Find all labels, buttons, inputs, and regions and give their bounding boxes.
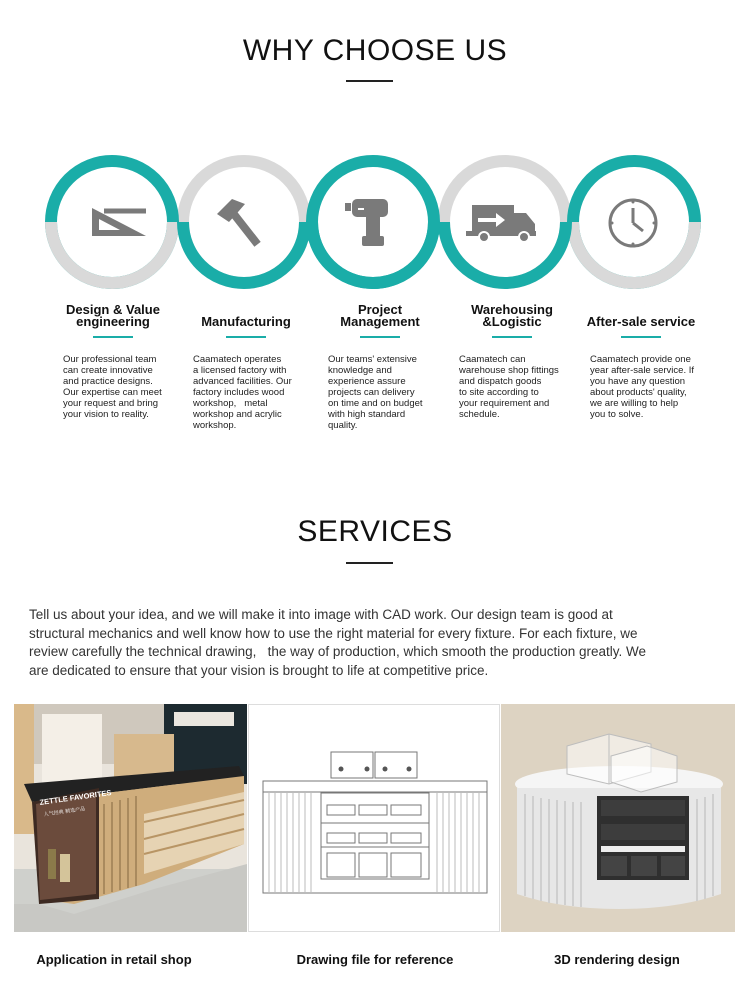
hammer-icon (217, 199, 261, 247)
3d-rendering-image (501, 704, 735, 932)
feature-title-line: engineering (76, 314, 150, 329)
photo-caption-rendering: 3D rendering design (554, 952, 680, 967)
ruler-triangle-icon (92, 208, 146, 236)
photo-caption-retail: Application in retail shop (36, 952, 192, 967)
feature-underline (226, 336, 266, 338)
title-underline (346, 562, 393, 564)
feature-underline (621, 336, 661, 338)
feature-title-line: &Logistic (482, 314, 542, 329)
feature-title-line: Design & Value (66, 302, 160, 317)
feature-description: Our teams' extensive knowledge and experience assure projects can delivery on time and on budget with high standard quality. (328, 354, 423, 431)
cad-drawing-image (248, 704, 500, 932)
drill-icon (345, 199, 388, 246)
retail-shop-photo (14, 704, 247, 932)
feature-description: Caamatech provide one year after-sale service. If you have any question about products' quality, we are willing to help you to solve. (590, 354, 695, 420)
feature-underline (93, 336, 133, 338)
delivery-truck-icon (466, 205, 536, 242)
feature-description: Caamatech can warehouse shop fittings and dispatch goods to site according to your requirement and schedule. (459, 354, 559, 420)
clock-icon (610, 200, 656, 246)
feature-description: Our professional team can create innovative and practice designs. Our expertise can meet your request and bring your vision to reality. (63, 354, 162, 420)
process-circles (0, 140, 750, 310)
feature-underline (360, 336, 400, 338)
feature-title-line: After-sale service (586, 314, 696, 329)
services-title: SERVICES (297, 515, 453, 548)
feature-underline (492, 336, 532, 338)
why-choose-us-title: WHY CHOOSE US (242, 34, 508, 67)
photo-caption-drawing: Drawing file for reference (296, 952, 454, 967)
feature-description: Caamatech operates a licensed factory with advanced facilities. Our factory includes wood workshop, metal workshop and acrylic workshop. (193, 354, 292, 431)
services-description: Tell us about your idea, and we will make it into image with CAD work. Our design team is good at structural mechanics and well know how to use the right material for every fixture. For each fixture, we review carefully the technical drawing, the way of production, which smooth the production greatly. We are dedicated to ensure that your vision is brought to life at competitive price. (29, 607, 647, 678)
ring-after-sale-lower-arc (573, 222, 695, 283)
feature-title-line: Manufacturing (201, 314, 291, 329)
feature-title-line: Management (340, 314, 420, 329)
feature-title-line: Warehousing (471, 302, 553, 317)
feature-title-line: Project (357, 302, 403, 317)
lightbox-sign-text: ZETTLE FAVORITES (39, 787, 112, 807)
title-underline (346, 80, 393, 82)
lightbox-sign-subtext: 人气经典 精选产品 (43, 806, 86, 818)
